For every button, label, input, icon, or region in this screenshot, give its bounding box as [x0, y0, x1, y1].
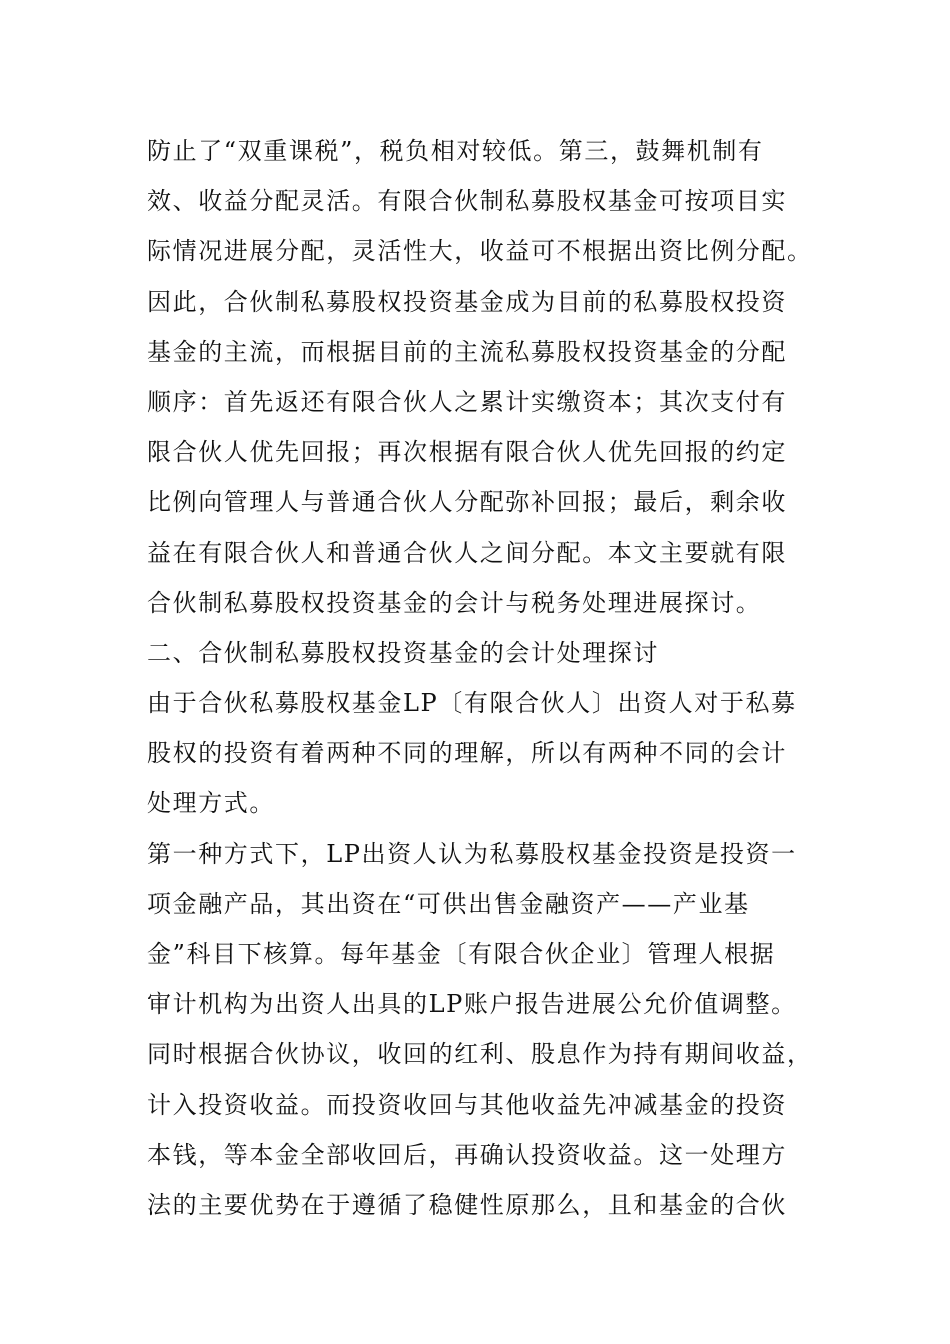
text-line: 项金融产品，其出资在“可供出售金融资产——产业基	[147, 889, 750, 918]
text-line: 际情况进展分配，灵活性大，收益可不根据出资比例分配。	[147, 237, 813, 266]
text-line: 金”科目下核算。每年基金〔有限合伙企业〕管理人根据	[147, 940, 776, 968]
text-line: 由于合伙私募股权基金LP〔有限合伙人〕出资人对于私募	[147, 689, 797, 718]
text-line: 股权的投资有着两种不同的理解，所以有两种不同的会计	[147, 739, 787, 768]
text-line: 计入投资收益。而投资收回与其他收益先冲减基金的投资	[147, 1090, 787, 1119]
text-line: 益在有限合伙人和普通合伙人之间分配。本文主要就有限	[147, 538, 787, 567]
text-line: 同时根据合伙协议，收回的红利、股息作为持有期间收益，	[147, 1040, 813, 1069]
text-line: 审计机构为出资人出具的LP账户报告进展公允价值调整。	[147, 990, 797, 1019]
text-line: 法的主要优势在于遵循了稳健性原那么，且和基金的合伙	[147, 1190, 787, 1219]
text-line: 合伙制私募股权投资基金的会计与税务处理进展探讨。	[147, 588, 762, 617]
text-line: 顺序：首先返还有限合伙人之累计实缴资本；其次支付有	[147, 387, 787, 416]
text-line: 处理方式。	[147, 789, 275, 818]
text-line: 因此，合伙制私募股权投资基金成为目前的私募股权投资	[147, 287, 787, 316]
text-line: 防止了“双重课税”，税负相对较低。第三，鼓舞机制有	[147, 137, 764, 165]
text-line: 第一种方式下，LP出资人认为私募股权基金投资是投资一	[147, 839, 797, 868]
section-heading: 二、合伙制私募股权投资基金的会计处理探讨	[147, 638, 659, 667]
text-line: 限合伙人优先回报；再次根据有限合伙人优先回报的约定	[147, 438, 787, 467]
body-text	[147, 126, 813, 1230]
text-line: 基金的主流，而根据目前的主流私募股权投资基金的分配	[147, 337, 787, 366]
text-line: 本钱，等本金全部收回后，再确认投资收益。这一处理方	[147, 1140, 787, 1169]
text-line: 比例向管理人与普通合伙人分配弥补回报；最后，剩余收	[147, 488, 787, 517]
text-line: 效、收益分配灵活。有限合伙制私募股权基金可按项目实	[147, 187, 787, 216]
